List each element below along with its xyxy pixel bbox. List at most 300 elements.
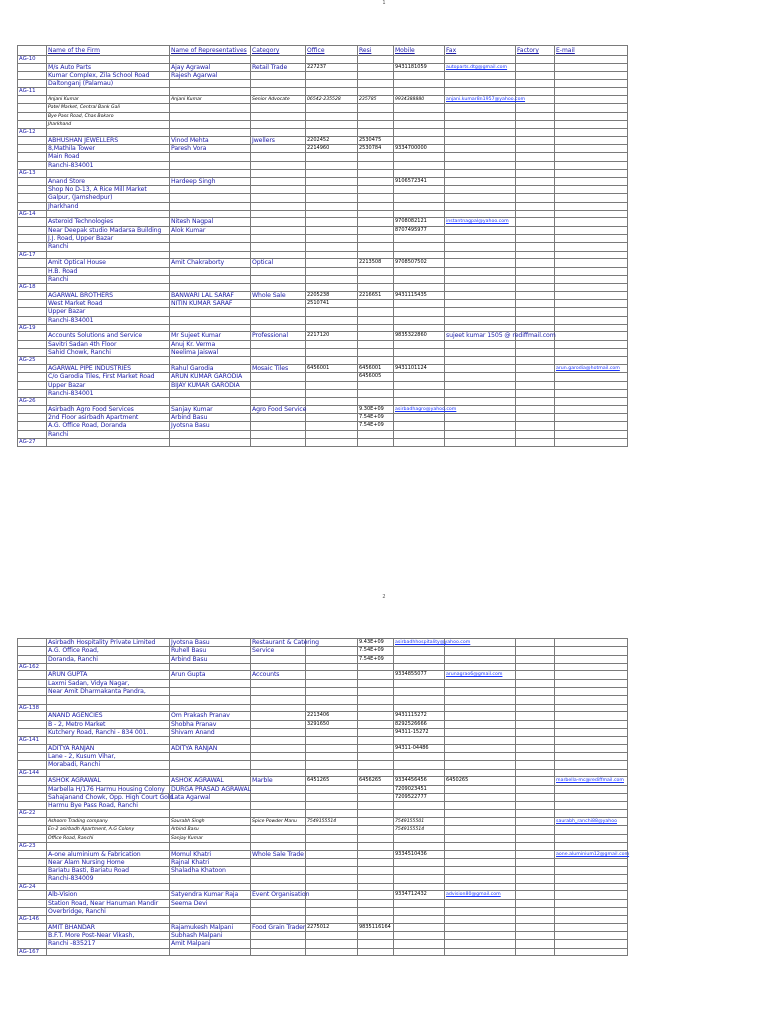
table-cell: H.B. Road xyxy=(47,267,170,275)
table-cell xyxy=(394,267,445,275)
record-code-cell xyxy=(18,136,47,144)
table-cell xyxy=(555,129,628,137)
table-cell xyxy=(516,71,555,79)
record-code-cell xyxy=(18,235,47,243)
table-cell: West Market Road xyxy=(47,299,170,307)
table-cell: Ranchi-834001 xyxy=(47,161,170,169)
table-cell: Anjani Kumar xyxy=(170,96,251,104)
table-cell xyxy=(306,761,358,769)
table-cell: Galpur, (Jamshedpur) xyxy=(47,194,170,202)
table-cell xyxy=(358,671,394,679)
table-cell xyxy=(394,655,445,663)
table-cell: Lane - 2, Kusum Vihar, xyxy=(47,753,170,761)
phone-cell: 7209023451 xyxy=(394,785,445,793)
table-row xyxy=(18,405,628,413)
table-cell: Optical xyxy=(251,259,306,267)
table-cell xyxy=(516,194,555,202)
table-cell xyxy=(555,120,628,128)
table-cell xyxy=(358,299,394,307)
table-cell xyxy=(394,202,445,210)
table-cell xyxy=(358,744,394,752)
table-cell xyxy=(445,357,516,365)
table-cell: Alb-Vision xyxy=(47,891,170,899)
phone-cell: 9708082121 xyxy=(394,218,445,226)
table-cell: Ruhell Basu xyxy=(170,647,251,655)
record-code-cell: AG-23 xyxy=(18,842,47,850)
table-cell: 06542-235528 xyxy=(306,96,358,104)
email-link[interactable]: asirbadhhospitality@yahoo.com xyxy=(395,640,471,645)
table-cell xyxy=(394,842,445,850)
table-cell xyxy=(555,63,628,71)
table-cell: Office Road, Ranchi xyxy=(47,834,170,842)
table-cell xyxy=(306,696,358,704)
table-cell xyxy=(358,202,394,210)
table-cell xyxy=(358,891,394,899)
table-cell: AGARWAL BROTHERS xyxy=(47,291,170,299)
record-code-cell xyxy=(18,422,47,430)
table-row xyxy=(18,818,628,826)
table-cell: Shivam Anand xyxy=(170,728,251,736)
table-cell: Ranchi xyxy=(47,275,170,283)
table-cell xyxy=(47,324,170,332)
phone-cell: 2214960 xyxy=(306,145,358,153)
page-number-2: 2 xyxy=(382,594,386,600)
table-cell: Mr Sujeet Kumar xyxy=(170,332,251,340)
record-code-cell xyxy=(18,802,47,810)
table-cell: Food Grain Trader xyxy=(252,923,306,931)
record-code-cell xyxy=(18,712,47,720)
table-cell xyxy=(47,948,170,956)
table-cell xyxy=(306,422,358,430)
table-cell xyxy=(306,88,358,96)
table-cell xyxy=(47,170,170,178)
table-cell: 235785 xyxy=(358,96,394,104)
phone-cell: 2205238 xyxy=(306,291,358,299)
table-cell xyxy=(306,802,358,810)
table-cell: ANAND AGENCIES xyxy=(47,712,170,720)
table-row xyxy=(18,422,628,430)
record-code-cell xyxy=(18,639,47,647)
table-cell xyxy=(555,357,628,365)
table-cell xyxy=(516,340,555,348)
table-cell xyxy=(251,438,306,446)
table-cell xyxy=(306,907,358,915)
table-cell xyxy=(555,679,628,687)
table-cell xyxy=(555,422,628,430)
table-cell xyxy=(394,389,445,397)
table-cell xyxy=(555,202,628,210)
table-row xyxy=(18,940,628,948)
table-cell xyxy=(445,438,516,446)
table-row xyxy=(18,793,628,801)
table-cell xyxy=(358,867,394,875)
table-cell xyxy=(306,56,358,64)
table-cell xyxy=(306,398,358,406)
record-code-row xyxy=(18,129,628,137)
table-cell: Patel Market, Central Bank Gali xyxy=(47,104,170,112)
phone-cell: 3291650 xyxy=(306,720,358,728)
table-cell xyxy=(445,647,516,655)
table-cell xyxy=(358,679,394,687)
table-cell xyxy=(170,948,251,956)
table-cell: En-2 asirbadh Apartment, A.G Colony xyxy=(47,826,170,834)
table-cell xyxy=(251,802,306,810)
table-cell xyxy=(306,737,358,745)
email-link[interactable]: advision80@gmail.com xyxy=(445,891,516,899)
table-cell xyxy=(306,663,358,671)
table-cell xyxy=(516,858,555,866)
table-cell xyxy=(306,405,358,413)
email-link[interactable]: anjani.kumar8n1957@yahoo.com xyxy=(446,97,526,103)
table-row xyxy=(18,679,628,687)
table-cell: Agro Food Service xyxy=(252,405,307,413)
table-cell xyxy=(516,202,555,210)
table-cell xyxy=(516,704,555,712)
table-cell xyxy=(251,316,306,324)
table-row xyxy=(18,332,628,340)
table-cell: ARUN GUPTA xyxy=(47,671,170,679)
table-row xyxy=(18,647,628,655)
table-cell xyxy=(306,373,358,381)
table-cell xyxy=(516,243,555,251)
record-code-row xyxy=(18,56,628,64)
table-cell: Senior Advocate xyxy=(251,96,306,104)
table-cell xyxy=(516,826,555,834)
email-link[interactable]: arun.garodia@hotmail.com xyxy=(555,364,628,372)
phone-cell: 7209522777 xyxy=(394,793,445,801)
table-cell xyxy=(251,753,306,761)
table-cell xyxy=(306,430,358,438)
table-cell xyxy=(555,639,628,647)
table-cell xyxy=(251,842,306,850)
table-cell xyxy=(306,161,358,169)
table-cell xyxy=(516,299,555,307)
table-cell xyxy=(358,793,394,801)
table-cell: Asteroid Technologies xyxy=(47,218,170,226)
record-code-cell xyxy=(18,826,47,834)
record-code-cell xyxy=(18,679,47,687)
table-cell xyxy=(555,720,628,728)
table-cell xyxy=(251,373,306,381)
table-cell xyxy=(394,299,445,307)
record-code-cell xyxy=(18,63,47,71)
table-cell xyxy=(394,430,445,438)
table-cell xyxy=(358,818,394,826)
email-link[interactable]: asirbadhagro@yahoo.com xyxy=(395,406,457,412)
header-cell: Mobile xyxy=(394,46,445,56)
table-cell xyxy=(555,728,628,736)
table-cell xyxy=(358,899,394,907)
record-code-cell xyxy=(18,96,47,104)
table-cell xyxy=(555,810,628,818)
table-row xyxy=(18,145,628,153)
record-code-cell: AG-11 xyxy=(18,88,47,96)
table-cell xyxy=(555,663,628,671)
table-cell xyxy=(358,907,394,915)
table-cell: Morabadi, Ranchi xyxy=(47,761,170,769)
record-code-cell xyxy=(18,349,47,357)
table-cell xyxy=(358,663,394,671)
table-cell xyxy=(306,785,358,793)
table-cell xyxy=(516,324,555,332)
table-cell xyxy=(516,170,555,178)
table-cell: Anuj Kr. Verma xyxy=(170,340,251,348)
record-code-cell xyxy=(18,405,47,413)
table-cell xyxy=(170,430,251,438)
table-cell xyxy=(251,267,306,275)
record-code-row xyxy=(18,438,628,446)
email-link[interactable]: marbella-mc@rediffmail.com xyxy=(555,777,628,785)
table-cell: Rajamukesh Malpani xyxy=(170,923,251,931)
phone-cell: 94311-15272 xyxy=(394,728,445,736)
table-cell xyxy=(445,291,516,299)
table-cell xyxy=(47,129,170,137)
table-cell xyxy=(394,422,445,430)
table-cell xyxy=(358,858,394,866)
header-cell: Name of Representatives xyxy=(170,46,251,56)
phone-cell: 2510741 xyxy=(306,299,358,307)
table-cell xyxy=(47,810,170,818)
table-cell xyxy=(516,405,555,413)
table-cell xyxy=(394,251,445,259)
record-code-cell: AG-12 xyxy=(18,129,47,137)
phone-cell: 2202452 xyxy=(306,136,358,144)
table-cell xyxy=(358,430,394,438)
table-cell xyxy=(251,161,306,169)
table-cell xyxy=(170,389,251,397)
table-cell xyxy=(306,112,358,120)
table-cell xyxy=(251,308,306,316)
table-cell xyxy=(170,210,251,218)
table-row xyxy=(18,744,628,752)
table-cell xyxy=(170,267,251,275)
table-cell xyxy=(445,153,516,161)
table-cell xyxy=(516,161,555,169)
table-cell xyxy=(555,875,628,883)
table-cell xyxy=(516,357,555,365)
record-code-row xyxy=(18,883,628,891)
table-cell: Hardeep Singh xyxy=(170,177,251,185)
table-cell xyxy=(555,940,628,948)
email-link[interactable]: instantnagpal@yahoo.com xyxy=(445,218,516,226)
table-cell: Anand Store xyxy=(47,177,170,185)
table-cell xyxy=(516,251,555,259)
table-row xyxy=(18,777,628,785)
table-cell xyxy=(555,56,628,64)
table-cell xyxy=(306,744,358,752)
table-cell xyxy=(358,284,394,292)
table-cell xyxy=(555,842,628,850)
record-code-cell xyxy=(18,671,47,679)
phone-cell: 9431115272 xyxy=(394,712,445,720)
table-cell xyxy=(306,834,358,842)
record-code-cell: AG-10 xyxy=(18,56,47,64)
record-code-cell xyxy=(18,112,47,120)
table-cell xyxy=(358,381,394,389)
email-link[interactable]: saurabh_ranchi88@yahoo xyxy=(555,818,628,826)
table-cell xyxy=(170,398,251,406)
table-cell xyxy=(516,284,555,292)
table-cell xyxy=(394,398,445,406)
table-cell xyxy=(445,299,516,307)
table-cell: Ajay Agrawal xyxy=(170,63,251,71)
record-code-cell xyxy=(18,696,47,704)
table-row xyxy=(18,389,628,397)
table-cell xyxy=(306,194,358,202)
table-cell xyxy=(358,71,394,79)
table-cell xyxy=(170,284,251,292)
table-cell xyxy=(445,284,516,292)
table-row xyxy=(18,414,628,422)
phone-cell: 2530784 xyxy=(358,145,394,153)
table-cell xyxy=(251,430,306,438)
table-cell xyxy=(555,430,628,438)
table-cell xyxy=(170,907,251,915)
table-cell xyxy=(306,381,358,389)
table-cell: Accounts Solutions and Service xyxy=(47,332,170,340)
table-cell: B - 2, Metro Market xyxy=(47,720,170,728)
table-row xyxy=(18,785,628,793)
record-code-cell xyxy=(18,185,47,193)
table-cell: DURGA PRASAD AGRAWAL xyxy=(171,785,251,793)
table-cell: Shobha Pranav xyxy=(170,720,251,728)
table-cell xyxy=(445,381,516,389)
record-code-row xyxy=(18,948,628,956)
table-cell: C/o Garodia Tiles, First Market Road xyxy=(47,373,170,381)
table-cell xyxy=(170,769,251,777)
table-cell: Professional xyxy=(251,332,306,340)
table-cell xyxy=(555,210,628,218)
phone-cell: 9.43E+09 xyxy=(358,639,394,647)
email-link[interactable]: arunagrao6@gmail.com xyxy=(445,671,516,679)
table-cell xyxy=(445,932,516,940)
table-cell xyxy=(306,389,358,397)
table-cell xyxy=(445,194,516,202)
table-cell xyxy=(358,185,394,193)
table-cell: Sahid Chowk, Ranchi xyxy=(47,349,170,357)
record-code-cell: AG-144 xyxy=(18,769,47,777)
table-cell xyxy=(555,145,628,153)
table-cell xyxy=(516,308,555,316)
table-cell xyxy=(445,112,516,120)
table-cell xyxy=(445,422,516,430)
record-code-row xyxy=(18,916,628,924)
table-cell xyxy=(306,71,358,79)
record-code-cell xyxy=(18,161,47,169)
table-cell xyxy=(555,655,628,663)
table-cell xyxy=(516,948,555,956)
record-code-cell xyxy=(18,373,47,381)
table-cell: Retail Trade xyxy=(251,63,306,71)
table-cell: Amit Chakraborty xyxy=(170,259,251,267)
table-cell xyxy=(306,218,358,226)
record-code-row xyxy=(18,769,628,777)
table-cell: Savitri Sadan 4th Floor xyxy=(47,340,170,348)
record-code-cell xyxy=(18,850,47,858)
table-cell xyxy=(170,80,251,88)
table-cell xyxy=(516,381,555,389)
table-cell: ASHOK AGRAWAL xyxy=(47,777,170,785)
email-link[interactable]: aone.aluminium12@gmail.com xyxy=(556,851,630,857)
table-cell: Overbridge, Ranchi xyxy=(47,907,170,915)
table-cell: Restaurant & Catering xyxy=(252,639,319,646)
table-cell xyxy=(170,243,251,251)
record-code-cell: AG-22 xyxy=(18,810,47,818)
table-cell xyxy=(394,349,445,357)
table-cell: Saurabh Singh xyxy=(170,818,251,826)
table-cell: Kumar Complex, Zila School Road xyxy=(47,71,170,79)
record-code-cell xyxy=(18,202,47,210)
table-cell: Momul Khatri xyxy=(170,850,251,858)
phone-cell: 9334510436 xyxy=(394,850,445,858)
table-cell xyxy=(306,284,358,292)
phone-cell: 94311-04486 xyxy=(394,744,445,752)
table-cell xyxy=(555,916,628,924)
table-cell xyxy=(251,785,306,793)
table-cell xyxy=(555,704,628,712)
table-cell xyxy=(306,875,358,883)
table-cell xyxy=(516,349,555,357)
table-cell xyxy=(394,80,445,88)
table-row xyxy=(18,655,628,663)
table-cell xyxy=(445,145,516,153)
table-cell xyxy=(555,389,628,397)
record-code-cell xyxy=(18,744,47,752)
table-cell xyxy=(170,663,251,671)
table-cell: Subhash Malpani xyxy=(170,932,251,940)
record-code-cell: AG-138 xyxy=(18,704,47,712)
table-cell xyxy=(170,704,251,712)
table-cell xyxy=(516,218,555,226)
record-code-cell: AG-13 xyxy=(18,170,47,178)
table-cell xyxy=(394,308,445,316)
header-cell: Fax xyxy=(445,46,516,56)
table-cell: Spice Powder Manu xyxy=(251,818,306,826)
table-cell xyxy=(358,129,394,137)
header-cell: Resi xyxy=(358,46,394,56)
table-cell xyxy=(170,161,251,169)
table-row xyxy=(18,153,628,161)
table-cell xyxy=(251,834,306,842)
table-cell: Station Road, Near Hanuman Mandir xyxy=(47,899,170,907)
table-cell xyxy=(516,414,555,422)
table-cell xyxy=(358,688,394,696)
record-code-cell xyxy=(18,120,47,128)
table-cell xyxy=(516,883,555,891)
table-cell: Amit Malpani xyxy=(170,940,251,948)
table-cell xyxy=(394,136,445,144)
table-cell xyxy=(445,785,516,793)
table-cell xyxy=(445,398,516,406)
table-cell xyxy=(555,696,628,704)
table-row xyxy=(18,316,628,324)
record-code-cell xyxy=(18,834,47,842)
phone-cell: 2216651 xyxy=(358,291,394,299)
email-link[interactable]: autoparts.dtg@gmail.com xyxy=(445,63,516,71)
table-row xyxy=(18,194,628,202)
table-cell: Harmu Bye Pass Road, Ranchi xyxy=(47,802,170,810)
table-row xyxy=(18,858,628,866)
table-cell xyxy=(170,802,251,810)
record-code-cell: AG-18 xyxy=(18,284,47,292)
table-cell xyxy=(394,414,445,422)
table-cell xyxy=(47,769,170,777)
table-cell xyxy=(306,308,358,316)
table-cell xyxy=(445,308,516,316)
table-cell xyxy=(516,679,555,687)
table-cell xyxy=(445,899,516,907)
record-code-cell xyxy=(18,720,47,728)
